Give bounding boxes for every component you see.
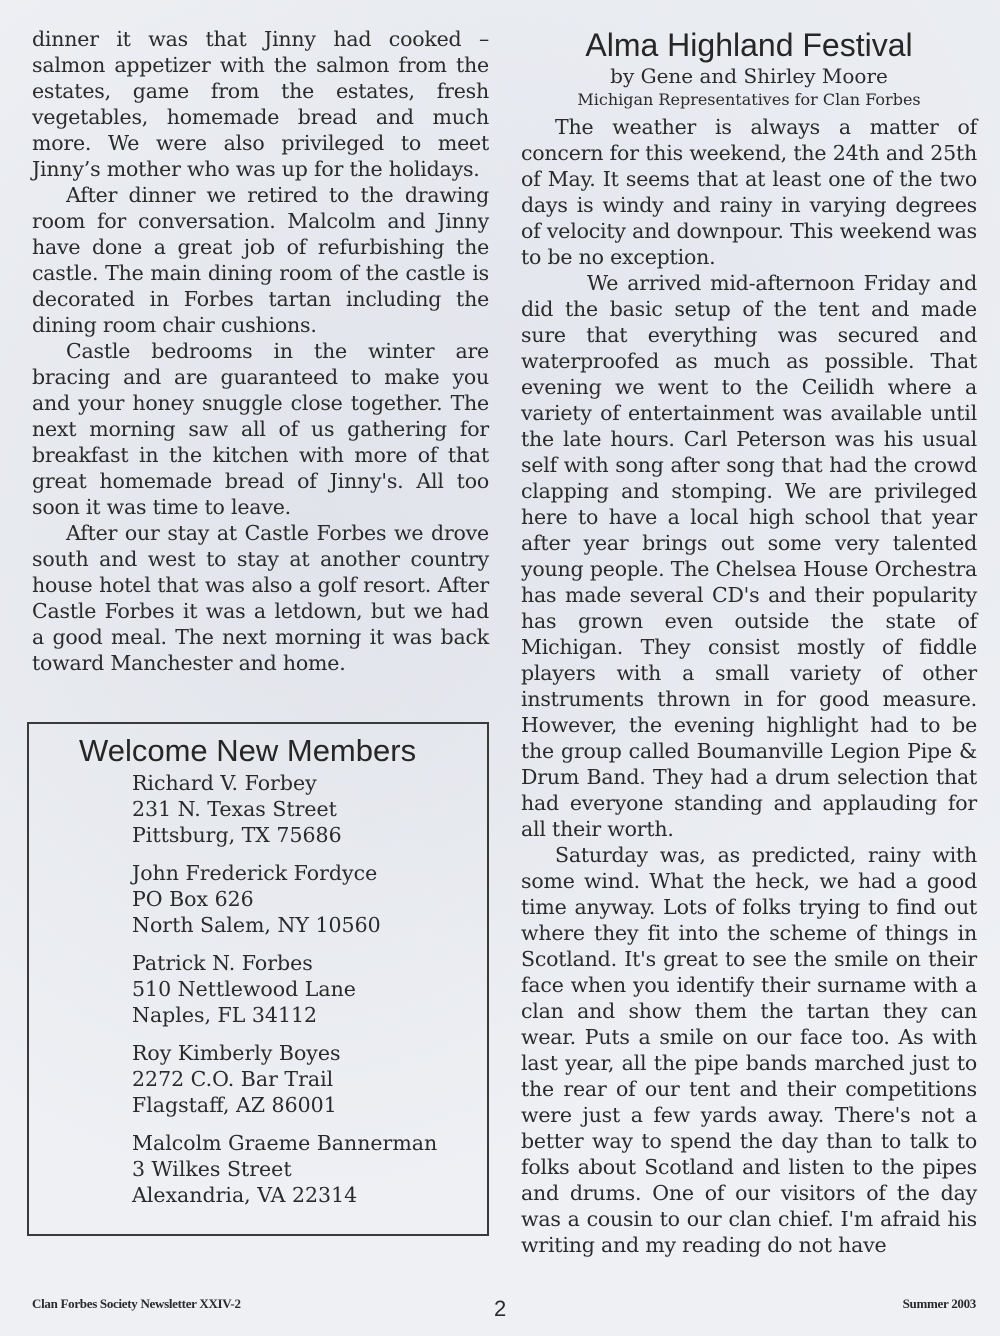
member-name: Richard V. Forbey [132,771,317,795]
paragraph: dinner it was that Jinny had cooked – salmon appetizer with the salmon from the estates, game from the estates, fresh vegetables, homemade bread and much more. We were also privileged to meet Jinny’s mother who was up for the holidays. [32,27,489,181]
member-street: 510 Nettlewood Lane [132,977,356,1001]
member-city: Flagstaff, AZ 86001 [132,1093,337,1117]
paragraph: We arrived mid-afternoon Friday and did the basic setup of the tent and made sure that everything was secured and waterproofed as much as possible. That evening we went to the Ceilidh where a variety of entertainment was available until the late hours. Carl Peterson was his usual self with song after song that had the crowd clapping and stomping. We are privileged here to have a local high school that year after year brings out some very talented young people. The Chelsea House Orchestra has made several CD's and their popularity has grown even outside the state of Michigan. They consist mostly of fiddle players with a small variety of other instruments thrown in for good measure. However, the evening highlight had to be the group called Boumanville Legion Pipe & Drum Band. They had a drum selection that had everyone standing and applauding for all their worth. [521,271,977,841]
paragraph: Castle bedrooms in the winter are bracing and are guaranteed to make you and your honey snuggle close together. The next morning saw all of us gathering for breakfast in the kitchen with more of that great homemade bread of Jinny's. All too soon it was time to leave. [32,339,489,519]
member-entry [132,950,487,1028]
footer-issue: Summer 2003 [902,1296,976,1311]
left-column [32,26,489,676]
member-name: Roy Kimberly Boyes [132,1041,341,1065]
member-city: North Salem, NY 10560 [132,913,381,937]
member-entry [132,770,487,848]
member-city: Naples, FL 34112 [132,1003,318,1027]
member-street: 2272 C.O. Bar Trail [132,1067,334,1091]
paragraph: After dinner we retired to the drawing room for conversation. Malcolm and Jinny have done a great job of refurbishing the castle. The main dining room of the castle is decorated in Forbes tartan including the dining room chair cushions. [32,183,489,337]
member-city: Pittsburg, TX 75686 [132,823,342,847]
article-byline: by Gene and Shirley Moore [610,64,888,88]
member-street: 231 N. Texas Street [132,797,337,821]
paragraph: The weather is always a matter of concern for this weekend, the 24th and 25th of May. It seems that at least one of the two days is windy and rainy in varying degrees of velocity and downpour. This weekend was to be no exception. [521,115,977,269]
member-entry [132,1130,487,1208]
welcome-new-members-box [27,722,489,1236]
member-entry [132,1040,487,1118]
paragraph: After our stay at Castle Forbes we drove south and west to stay at another country house hotel that was also a golf resort. After Castle Forbes it was a letdown, but we had a good meal. The next morning it was back toward Manchester and home. [32,521,489,675]
paragraph: Saturday was, as predicted, rainy with some wind. What the heck, we had a good time anyway. Lots of folks trying to find out where they fit into the scheme of things in Scotland. It's great to see the smile on their face when you identify their surname with a clan and show them the tartan they can wear. Puts a smile on our face too. As with last year, all the pipe bands marched just to the rear of our tent and their competitions were just a few yards away. There's not a better way to spend the day than to talk to folks about Scotland and listen to the pipes and drums. One of our visitors of the day was a cousin to our clan chief. I'm afraid his writing and my reading do not have [521,843,977,1257]
article-body [521,114,977,1258]
member-entry [132,860,487,938]
article-affiliation: Michigan Representatives for Clan Forbes [577,90,921,109]
member-name: John Frederick Fordyce [132,861,378,885]
member-street: 3 Wilkes Street [132,1157,292,1181]
member-name: Malcolm Graeme Bannerman [132,1131,438,1155]
member-street: PO Box 626 [132,887,254,911]
member-name: Patrick N. Forbes [132,951,313,975]
article-column [521,26,977,1258]
footer-page-number: 2 [494,1296,507,1321]
members-box-title: Welcome New Members [79,733,417,768]
footer-publication: Clan Forbes Society Newsletter XXIV-2 [32,1296,241,1311]
article-title: Alma Highland Festival [585,27,913,63]
member-city: Alexandria, VA 22314 [132,1183,358,1207]
